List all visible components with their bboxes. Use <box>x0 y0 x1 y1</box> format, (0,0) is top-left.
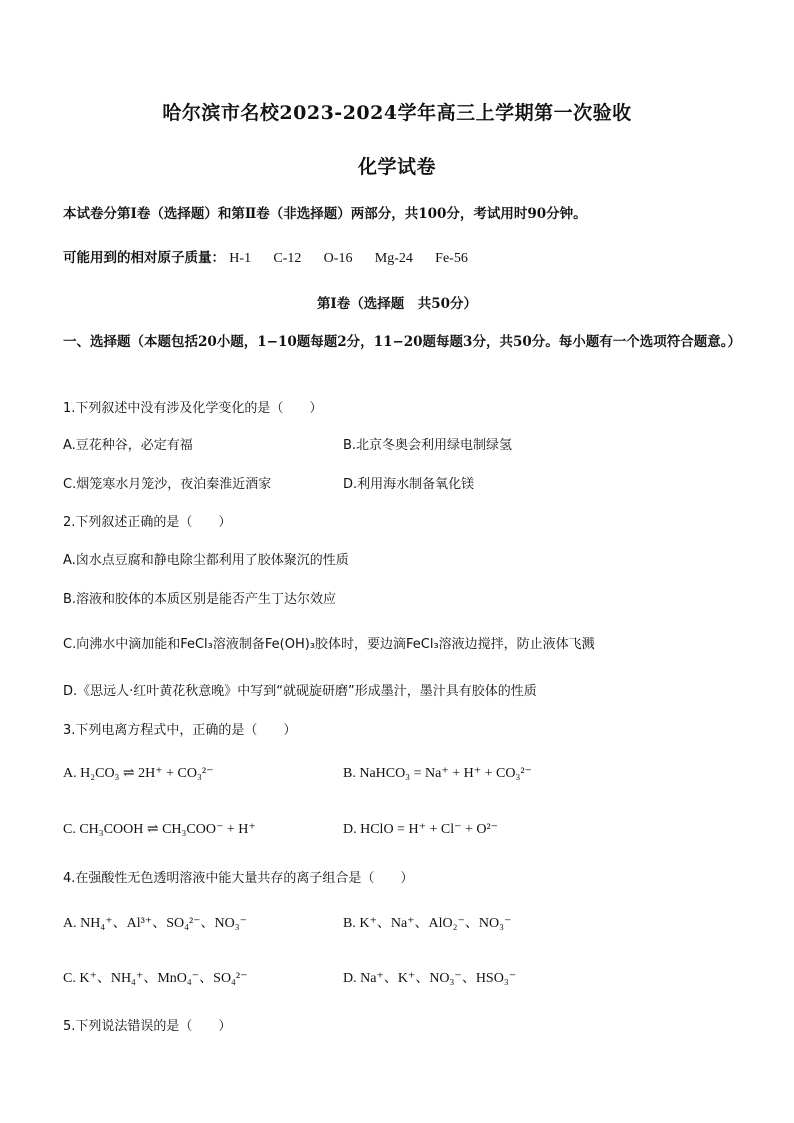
question-2-option-d: D.《思远人·红叶黄花秋意晚》中写到“就砚旋研磨”形成墨汁，墨汁具有胶体的性质 <box>63 684 537 699</box>
question-1-option-b: B.北京冬奥会利用绿电制绿氢 <box>343 438 513 453</box>
question-2-option-a: A.囟水点豆腐和静电除尘都利用了胶体聚沉的性质 <box>63 553 349 568</box>
question-4-option-d: D. Na⁺、K⁺、NO₃⁻、HSO₃⁻ <box>343 971 517 986</box>
intro-line: 本试卷分第Ⅰ卷（选择题）和第Ⅱ卷（非选择题）两部分，共100分，考试用时90分钟。 <box>63 206 587 222</box>
question-3-option-d: D. HClO = H⁺ + Cl⁻ + O²⁻ <box>343 822 499 837</box>
question-4-stem: 4.在强酸性无色透明溶液中能大量共存的离子组合是（ ） <box>63 871 414 886</box>
question-4-option-b: B. K⁺、Na⁺、AlO₂⁻、NO₃⁻ <box>343 916 512 931</box>
exam-subtitle: 化学试卷 <box>357 156 436 178</box>
question-3-option-c: C. CH₃COOH ⇌ CH₃COO⁻ + H⁺ <box>63 822 256 837</box>
atomic-mass-h: H-1 <box>229 251 252 266</box>
atomic-mass-c: C-12 <box>273 251 302 266</box>
question-1-option-a: A.豆花种谷，必定有福 <box>63 438 193 453</box>
section1-heading: 一、选择题（本题包括20小题，1−10题每题2分，11−20题每题3分，共50分。每小题有一个选项符合题意。） <box>63 334 741 350</box>
atomic-mass-fe: Fe-56 <box>435 251 468 266</box>
exam-title: 哈尔滨市名校2023-2024学年高三上学期第一次验收 <box>162 102 632 124</box>
question-3-option-b: B. NaHCO₃ = Na⁺ + H⁺ + CO₃²⁻ <box>343 766 532 781</box>
atomic-mass-label: 可能用到的相对原子质量： <box>63 250 225 266</box>
question-4-option-a: A. NH₄⁺、Al³⁺、SO₄²⁻、NO₃⁻ <box>63 916 248 931</box>
atomic-mass-mg: Mg-24 <box>374 251 413 266</box>
part1-heading: 第Ⅰ卷（选择题 共50分） <box>316 296 478 312</box>
question-1-option-d: D.利用海水制备氧化镁 <box>343 477 475 492</box>
atomic-mass-line <box>63 246 468 267</box>
question-3-option-a: A. H₂CO₃ ⇌ 2H⁺ + CO₃²⁻ <box>63 766 214 781</box>
question-1-option-c: C.烟笼寒水月笼沙，夜泊秦淮近酒家 <box>63 477 272 492</box>
question-2-stem: 2.下列叙述正确的是（ ） <box>63 515 232 530</box>
question-2-option-b: B.溶液和胶体的本质区别是能否产生丁达尔效应 <box>63 592 337 607</box>
question-2-option-c: C.向沸水中滴加能和FeCl₃溶液制备Fe(OH)₃胶体时，要边滴FeCl₃溶液边搅拌，防止液体飞溅 <box>63 637 595 652</box>
question-3-stem: 3.下列电离方程式中，正确的是（ ） <box>63 723 297 738</box>
atomic-mass-o: O-16 <box>323 251 353 266</box>
question-4-option-c: C. K⁺、NH₄⁺、MnO₄⁻、SO₄²⁻ <box>63 971 248 986</box>
question-5-stem: 5.下列说法错误的是（ ） <box>63 1019 232 1034</box>
question-1-stem: 1.下列叙述中没有涉及化学变化的是（ ） <box>63 401 323 416</box>
